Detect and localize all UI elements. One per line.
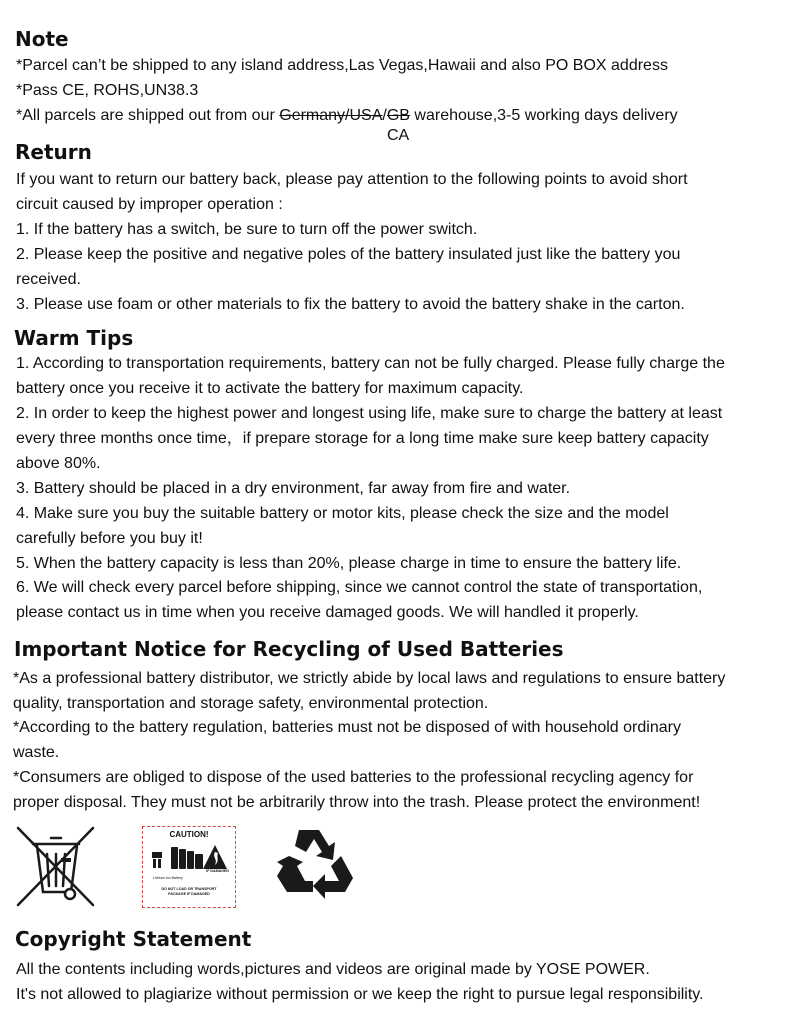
note-line-2: *Pass CE, ROHS,UN38.3 [16, 82, 199, 99]
recycling-p1a: *As a professional battery distributor, we strictly abide by local laws and regulations to ensure battery [13, 670, 726, 687]
recycling-p1b: quality, transportation and storage safety, environmental protection. [13, 695, 489, 712]
tip-4a: 4. Make sure you buy the suitable battery or motor kits, please check the size and the model [16, 505, 669, 522]
struck-warehouse-1: Germany/USA [279, 107, 383, 124]
return-intro-2: circuit caused by improper operation : [16, 196, 283, 213]
warehouse-separator: / [382, 107, 387, 124]
return-item-1: 1. If the battery has a switch, be sure to turn off the power switch. [16, 221, 478, 238]
tip-6a: 6. We will check every parcel before shipping, since we cannot control the state of transportation, [16, 579, 703, 596]
note-line-1: *Parcel can’t be shipped to any island address,Las Vegas,Hawaii and also PO BOX address [16, 57, 668, 74]
crossed-bin-icon [15, 826, 97, 908]
tip-2c: above 80%. [16, 455, 101, 472]
return-item-2a: 2. Please keep the positive and negative poles of the battery insulated just like the battery you [16, 246, 681, 263]
tip-3: 3. Battery should be placed in a dry environment, far away from fire and water. [16, 480, 571, 497]
recycling-p3a: *Consumers are obliged to dispose of the used batteries to the professional recycling agency for [13, 769, 694, 786]
return-item-2b: received. [16, 271, 81, 288]
struck-warehouse-2: GB [386, 107, 410, 124]
if-damaged: IF DAMAGED [206, 869, 229, 873]
warm-tips-heading: Warm Tips [14, 326, 134, 350]
note-line-3 [16, 106, 678, 126]
copyright-line-1: All the contents including words,pictures and videos are original made by YOSE POWER. [16, 961, 650, 978]
tip-2b: every three months once time，if prepare storage for a long time make sure keep battery capacity [16, 430, 709, 447]
warning-line-2: PACKAGE IF DAMAGED [168, 892, 210, 896]
recycling-p3b: proper disposal. They must not be arbitrarily throw into the trash. Please protect the environment! [13, 794, 701, 811]
return-heading: Return [15, 140, 92, 164]
warning-line-1: DO NOT LOAD OR TRANSPORT [161, 887, 217, 891]
tip-6b: please contact us in time when you receive damaged goods. We will handled it properly. [16, 604, 639, 621]
recycling-heading: Important Notice for Recycling of Used Batteries [14, 637, 564, 661]
recycling-p2a: *According to the battery regulation, batteries must not be disposed of with household ordinary [13, 719, 681, 736]
note-line-3-prefix: *All parcels are shipped out from our [16, 107, 280, 124]
copyright-heading: Copyright Statement [15, 927, 252, 951]
tip-5: 5. When the battery capacity is less than 20%, please charge in time to ensure the battery life. [16, 555, 682, 572]
tip-1b: battery once you receive it to activate the battery for maximum capacity. [16, 380, 524, 397]
caution-label [142, 826, 236, 908]
note-line-3-suffix: warehouse,3-5 working days delivery [409, 107, 678, 124]
warehouse-annotation: CA [387, 127, 410, 144]
copyright-line-2: It's not allowed to plagiarize without permission or we keep the right to pursue legal responsibility. [16, 986, 704, 1003]
recycling-p2b: waste. [13, 744, 60, 761]
tip-4b: carefully before you buy it! [16, 530, 203, 547]
return-intro-1: If you want to return our battery back, please pay attention to the following points to avoid short [16, 171, 688, 188]
caution-title: CAUTION! [169, 830, 209, 839]
return-item-3: 3. Please use foam or other materials to fix the battery to avoid the battery shake in the carton. [16, 296, 685, 313]
tip-2a: 2. In order to keep the highest power and longest using life, make sure to charge the battery at least [16, 405, 723, 422]
note-heading: Note [15, 27, 69, 51]
battery-type: Lithium Ion Battery [153, 876, 183, 880]
recycle-icon [275, 826, 355, 902]
tip-1a: 1. According to transportation requirements, battery can not be fully charged. Please fully charge the [16, 355, 725, 372]
